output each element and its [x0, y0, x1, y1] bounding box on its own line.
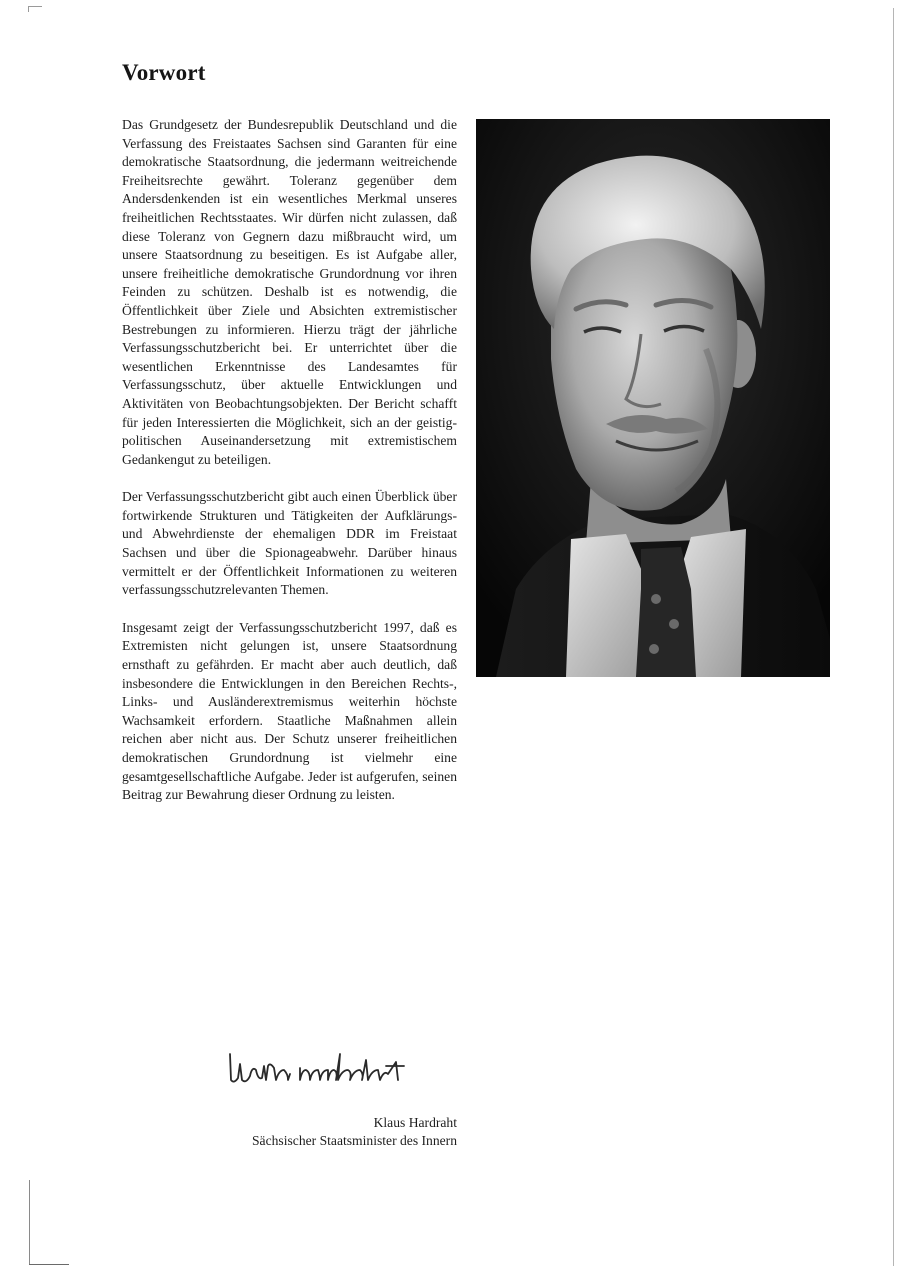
- paragraph-3: Insgesamt zeigt der Verfassungsschutzbericht 1997, daß es Extremisten nicht gelungen ist, unsere Staatsordnung ernsthaft zu gefährden. Er macht aber auch deutlich, daß insbesondere die Entwicklungen in den Bereichen Rechts-, Links- und Ausländerextremismus weiterhin höchste Wachsamkeit erfordern. Staatliche Maßnahmen allein reichen aber nicht aus. Der Schutz unserer freiheitlichen demokratischen Grundordnung ist vielmehr eine gesamtgesellschaftliche Aufgabe. Jeder ist aufgerufen, seinen Beitrag zur Bewahrung dieser Ordnung zu leisten.: [122, 619, 457, 803]
- scan-page-edge: [29, 1180, 30, 1264]
- scan-corner-mark: [28, 6, 29, 12]
- paragraph-1: Das Grundgesetz der Bundesrepublik Deutschland und die Verfassung des Freistaates Sachsen sind Garanten für eine demokratische Staatsordnung, die jedermann weitreichende Freiheitsrechte gewährt. Toleranz gegenüber dem Andersdenkenden ist ein wesentliches Merkmal unseres freiheitlichen Rechtsstaates. Wir dürfen nicht zulassen, daß diese Toleranz von Gegnern dazu mißbraucht wird, um unsere Staatsordnung zu beseitigen. Es ist Aufgabe aller, unsere freiheitliche demokratische Grundordnung vor ihren Feinden zu schützen. Deshalb ist es notwendig, die Öffentlichkeit über Ziele und Absichten extremistischer Bestrebungen zu informieren. Hierzu trägt der jährliche Verfassungsschutzbericht bei. Er unterrichtet über die wesentlichen Erkenntnisse des Landesamtes für Verfassungsschutz, über aktuelle Entwicklungen und Aktivitäten von Beobachtungsobjekten. Der Bericht schafft für jeden Interessierten die Möglichkeit, sich an der geistig-politischen Auseinandersetzung mit extremistischem Gedankengut zu beteiligen.: [122, 117, 457, 467]
- portrait-photo: [476, 119, 830, 677]
- scan-page-edge: [893, 8, 894, 1266]
- scan-page-edge: [29, 1264, 69, 1265]
- foreword-body: [122, 116, 457, 824]
- signer-title: Sächsischer Staatsminister des Innern: [252, 1133, 457, 1148]
- signature: [226, 1040, 466, 1100]
- scan-corner-mark: [28, 6, 42, 7]
- page-title: Vorwort: [122, 60, 206, 85]
- paragraph-2: Der Verfassungsschutzbericht gibt auch einen Überblick über fortwirkende Strukturen und Tätigkeiten der Aufklärungs- und Abwehrdienste der ehemaligen DDR im Freistaat Sachsen und über die Spionageabwehr. Darüber hinaus vermittelt er der Öffentlichkeit Informationen zu weiteren verfassungsschutzrelevanten Themen.: [122, 489, 457, 598]
- signer-name: Klaus Hardraht: [373, 1115, 457, 1130]
